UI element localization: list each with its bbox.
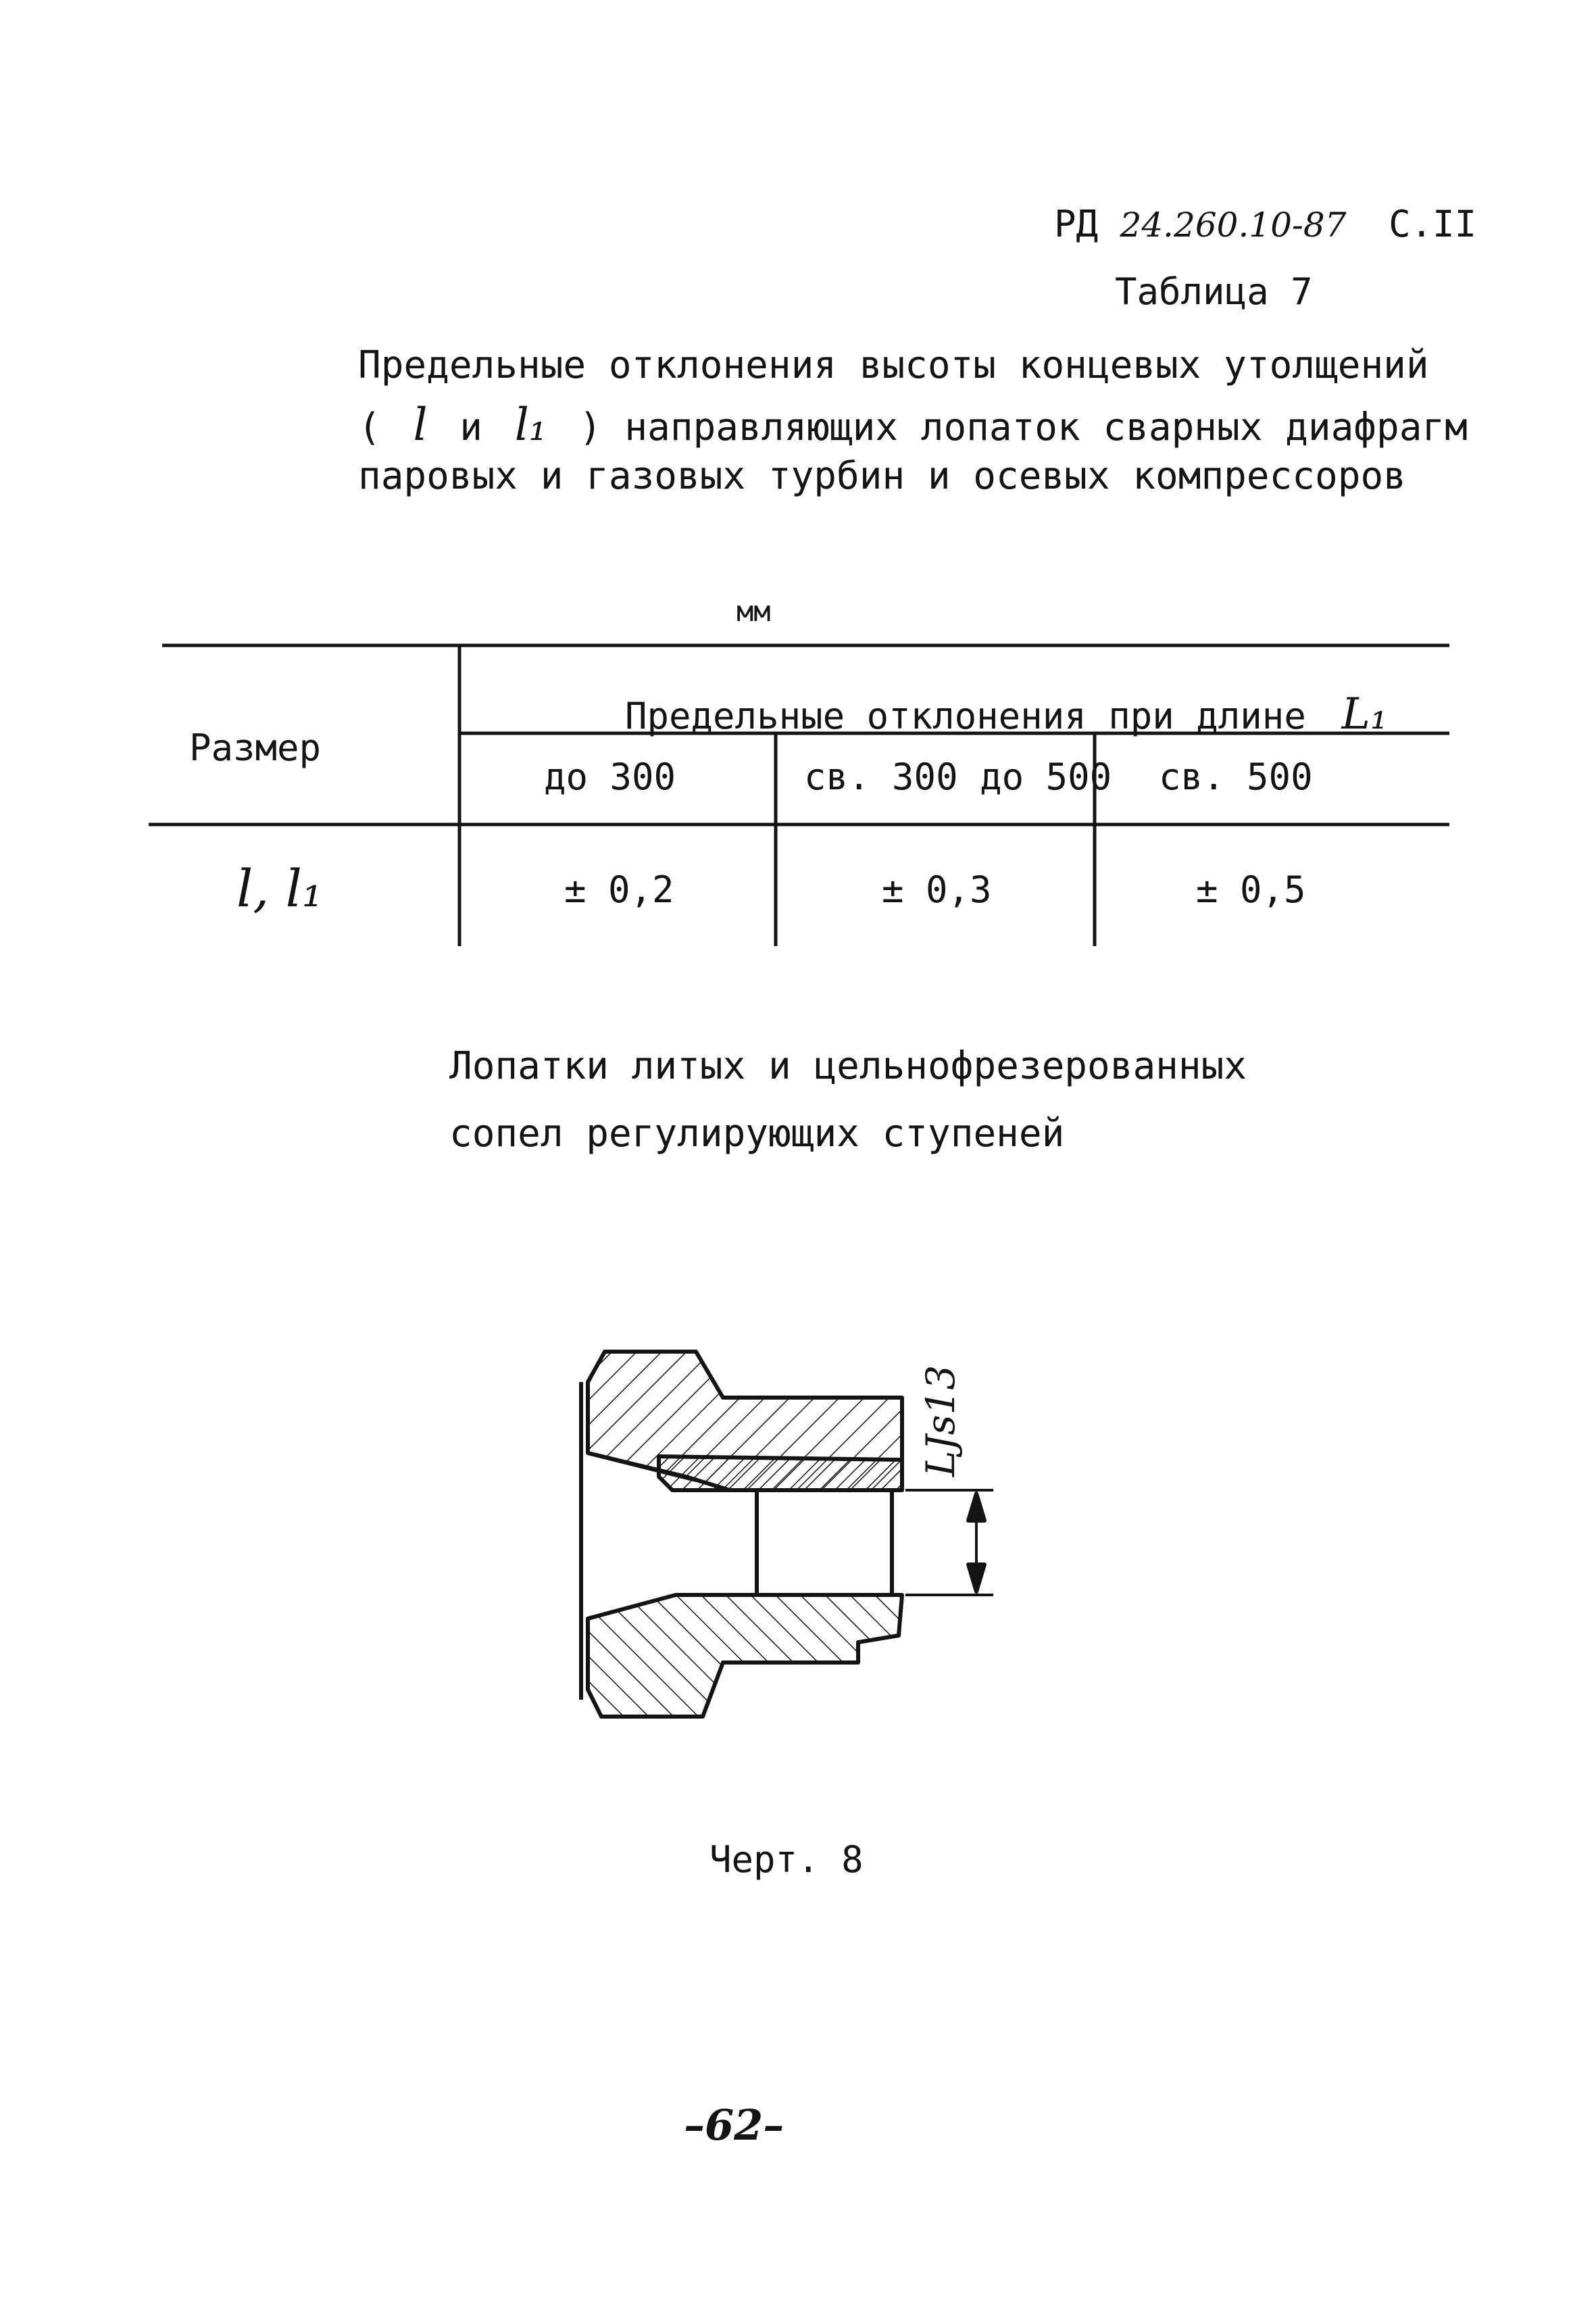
title-line-1: Предельные отклонения высоты концевых утолщений	[358, 343, 1429, 387]
title-and: и	[459, 405, 482, 449]
nozzle-heading-line-2: сопел регулирующих ступеней	[449, 1112, 1065, 1156]
lower-wall-section	[588, 1595, 902, 1717]
doc-prefix: РД	[1054, 203, 1099, 245]
subheader-upto-300: до 300	[544, 756, 676, 798]
nozzle-heading-line-1: Лопатки литых и цельнофрезерованных	[449, 1044, 1247, 1088]
header-group-symbol: L₁	[1341, 689, 1388, 739]
dimension-label: LJs13	[918, 1364, 964, 1477]
dimension-arrow-top	[968, 1494, 984, 1521]
doc-number: 24.260.10-87	[1120, 205, 1347, 245]
title-rest: ) направляющих лопаток сварных диафрагм	[579, 405, 1468, 449]
subheader-300-500: св. 300 до 500	[804, 756, 1112, 798]
unit-label: мм	[737, 595, 771, 628]
header-size: Размер	[189, 727, 322, 769]
row-size-symbols: l, l₁	[236, 858, 323, 918]
subheader-over-500: св. 500	[1159, 756, 1313, 798]
page-label: С.II	[1389, 203, 1477, 245]
value-upto-300: ± 0,2	[564, 868, 674, 911]
header-group-text: Предельные отклонения при длине	[625, 695, 1306, 737]
drawing-caption: Черт. 8	[709, 1838, 864, 1881]
title-line-3: паровых и газовых турбин и осевых компрессоров	[358, 454, 1406, 498]
symbol-l: l	[413, 399, 428, 451]
table-label: Таблица 7	[1115, 270, 1313, 313]
blade-strip	[659, 1456, 902, 1490]
value-300-500: ± 0,3	[882, 868, 992, 911]
value-over-500: ± 0,5	[1196, 868, 1306, 911]
page-number: –62–	[684, 2100, 784, 2150]
dimension-arrow-bottom	[968, 1565, 984, 1592]
symbol-l1: l₁	[514, 399, 547, 451]
title-paren-open: (	[358, 405, 381, 449]
